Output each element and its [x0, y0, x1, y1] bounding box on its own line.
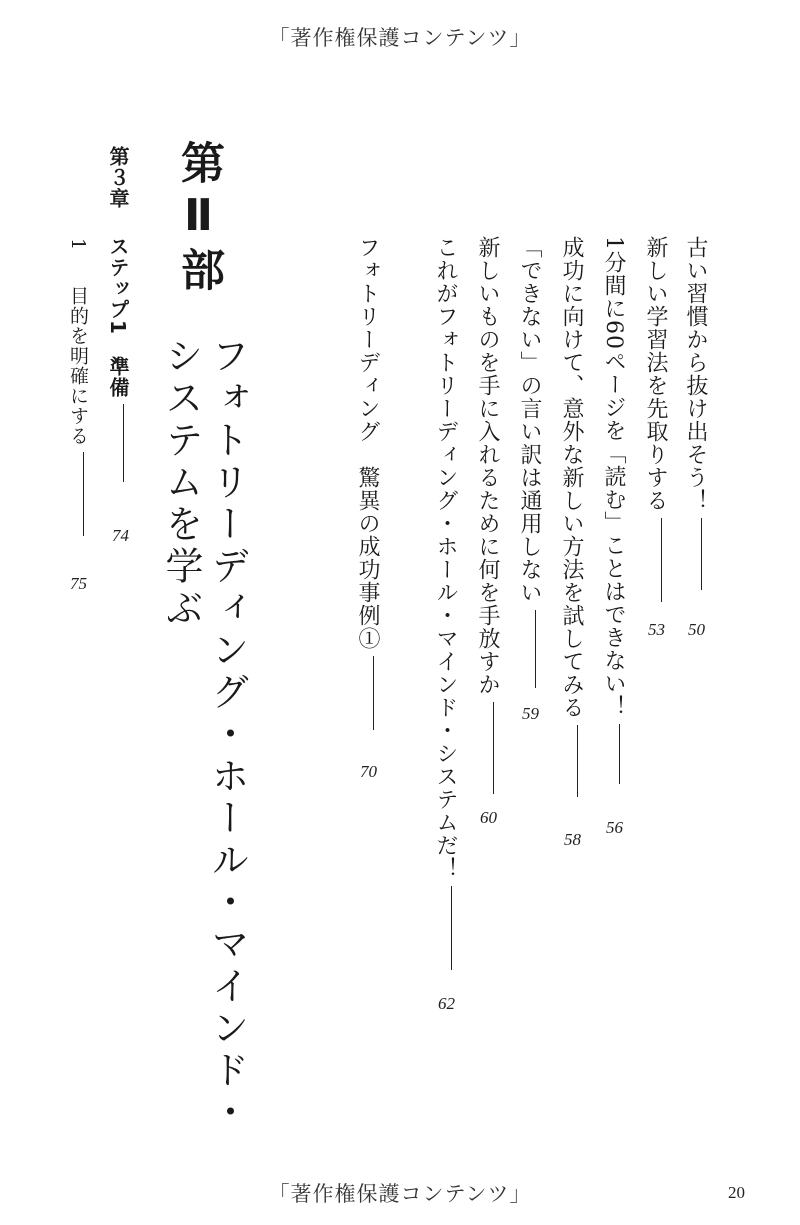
- part-title-line1: フォトリーディング・ホール・マインド・: [205, 336, 249, 1134]
- toc-entry-page: 58: [564, 830, 581, 849]
- dotted-leader: [661, 518, 662, 602]
- section-number: 1: [67, 238, 89, 252]
- section-title: [68, 286, 87, 542]
- toc-entry-title: 古い習慣から抜け出そう！: [683, 236, 708, 512]
- toc-entry-page: 59: [522, 704, 539, 723]
- dotted-leader: [83, 452, 84, 536]
- dotted-leader: [451, 886, 452, 970]
- toc-entry: [476, 236, 498, 800]
- toc-entry-page: 60: [480, 808, 497, 827]
- toc-entry-title: 成功に向けて、意外な新しい方法を試してみる: [559, 236, 584, 719]
- toc-entry: [684, 236, 706, 596]
- part-title-line2: システムを学ぶ: [159, 336, 203, 630]
- toc-entry-title: 1分間に60ページを「読む」ことはできない！: [601, 236, 626, 718]
- chapter-label: 第３章: [106, 146, 130, 209]
- toc-entry-page: 50: [688, 620, 705, 639]
- toc-entry-page: 53: [648, 620, 665, 639]
- dotted-leader: [619, 724, 620, 784]
- toc-entry-title: 「できない」の言い訳は通用しない: [517, 236, 542, 604]
- dotted-leader: [493, 702, 494, 794]
- toc-entry-title: 新しい学習法を先取りする: [643, 236, 668, 512]
- dotted-leader: [577, 725, 578, 797]
- part-label: 第Ⅱ部: [173, 140, 224, 297]
- copyright-watermark-top: 「著作権保護コンテンツ」: [268, 26, 532, 50]
- section-page: 75: [70, 574, 87, 593]
- toc-entry: [356, 236, 378, 736]
- toc-entry-page: 56: [606, 818, 623, 837]
- dotted-leader: [535, 610, 536, 688]
- toc-entry: [518, 236, 540, 694]
- toc-entry: [434, 236, 456, 976]
- toc-entry: [602, 236, 624, 790]
- dotted-leader: [373, 656, 374, 730]
- section-title-text: 目的を明確にする: [67, 286, 89, 446]
- toc-entry-title: フォトリーディング 驚異の成功事例①: [355, 236, 380, 650]
- chapter-title: [108, 236, 128, 488]
- toc-entry: [644, 236, 666, 608]
- dotted-leader: [701, 518, 702, 590]
- page-number: 20: [728, 1183, 745, 1202]
- toc-entry-title: 新しいものを手に入れるために何を手放すか: [475, 236, 500, 696]
- copyright-watermark-bottom: 「著作権保護コンテンツ」: [268, 1182, 532, 1206]
- dotted-leader: [123, 404, 124, 482]
- toc-entry-page: 62: [438, 994, 455, 1013]
- chapter-page: 74: [112, 526, 129, 545]
- chapter-title-text: ステップ1 準備: [106, 236, 130, 398]
- toc-entry-page: 70: [360, 762, 377, 781]
- toc-entry-title: これがフォトリーディング・ホール・マインド・システムだ！: [433, 236, 458, 880]
- toc-entry: [560, 236, 582, 803]
